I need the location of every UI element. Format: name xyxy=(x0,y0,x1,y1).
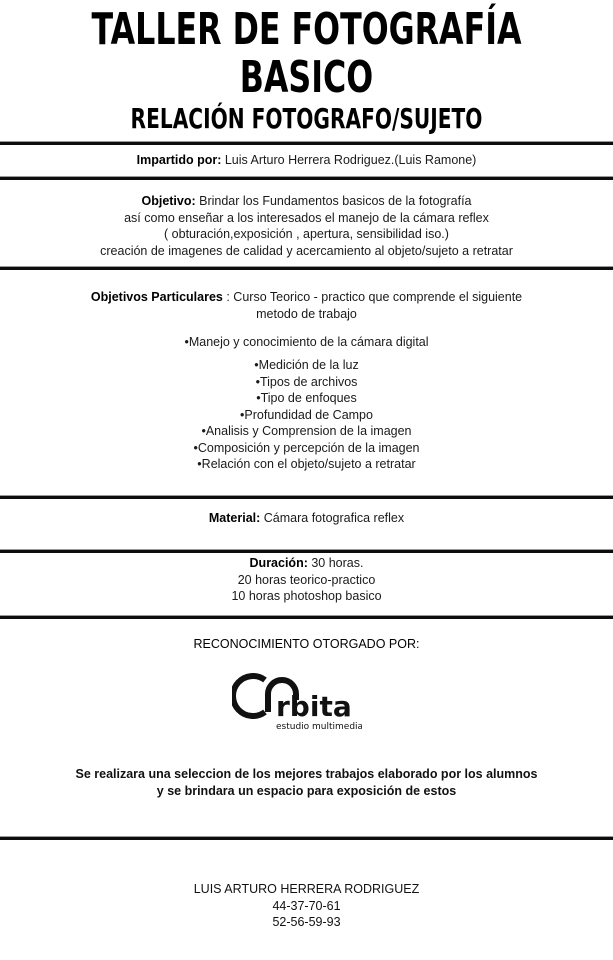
logo-tagline: estudio multimedia xyxy=(276,722,362,732)
duration-section xyxy=(0,555,613,605)
particular-line-1: : Curso Teorico - practico que comprende el siguiente xyxy=(222,290,523,304)
logo-wordmark: rbita xyxy=(276,690,352,723)
material-line xyxy=(0,510,613,527)
divider xyxy=(0,176,613,180)
instructor-line xyxy=(0,152,613,169)
material-label: Material: xyxy=(208,511,261,525)
divider xyxy=(0,549,613,553)
instructor-value: Luis Arturo Herrera Rodriguez.(Luis Ramone) xyxy=(221,153,477,167)
objective-line-3: ( obturación,exposición , apertura, sensibilidad iso.) xyxy=(164,227,449,241)
contact-section xyxy=(0,881,613,931)
title-line-1: TALLER DE FOTOGRAFÍA xyxy=(91,4,522,55)
title-line-2: BASICO xyxy=(239,52,374,103)
list-item: •Tipos de archivos xyxy=(255,374,358,389)
duration-line-3: 10 horas photoshop basico xyxy=(231,589,382,603)
objective-section xyxy=(0,193,613,259)
subtitle: RELACIÓN FOTOGRAFO/SUJETO xyxy=(130,102,483,135)
material-value: Cámara fotografica reflex xyxy=(260,511,405,525)
orbita-logo-mark xyxy=(232,672,362,734)
objective-line-1: Brindar los Fundamentos basicos de la fotografía xyxy=(195,194,472,208)
contact-phone-1: 44-37-70-61 xyxy=(272,898,341,913)
particular-line-2: metodo de trabajo xyxy=(256,306,357,321)
orbita-logo xyxy=(232,672,362,734)
instructor-label: Impartido por: xyxy=(136,153,222,167)
divider xyxy=(0,495,613,499)
topics-list xyxy=(0,334,613,351)
list-item: •Manejo y conocimiento de la cámara digital xyxy=(184,335,429,349)
list-item: •Relación con el objeto/sujeto a retratar xyxy=(197,457,416,471)
list-item: •Analisis y Comprension de la imagen xyxy=(201,424,412,438)
particular-section xyxy=(0,289,613,322)
list-item: •Tipo de enfoques xyxy=(256,391,357,405)
selection-line-1: Se realizara una seleccion de los mejores trabajos elaborado por los alumnos xyxy=(75,767,538,781)
objective-line-4: creación de imagenes de calidad y acercamiento al objeto/sujeto a retratar xyxy=(100,243,513,258)
selection-section xyxy=(0,766,613,799)
duration-value: 30 horas. xyxy=(307,556,364,570)
topics-list-cont xyxy=(0,357,613,473)
contact-name: LUIS ARTURO HERRERA RODRIGUEZ xyxy=(193,882,420,896)
duration-label: Duración: xyxy=(249,556,308,570)
divider xyxy=(0,836,613,840)
divider xyxy=(0,141,613,145)
recognition-heading: RECONOCIMIENTO OTORGADO POR: xyxy=(193,637,420,651)
objective-line-2: así como enseñar a los interesados el manejo de la cámara reflex xyxy=(124,210,489,225)
particular-label: Objetivos Particulares xyxy=(90,290,223,304)
list-item: •Medición de la luz xyxy=(254,358,359,372)
list-item: •Profundidad de Campo xyxy=(240,407,373,422)
list-item: •Composición y percepción de la imagen xyxy=(193,440,420,455)
divider xyxy=(0,615,613,619)
divider xyxy=(0,266,613,270)
selection-line-2: y se brindara un espacio para exposición de estos xyxy=(156,783,457,798)
objective-label: Objetivo: xyxy=(141,194,196,208)
duration-line-2: 20 horas teorico-practico xyxy=(237,572,376,587)
contact-phone-2: 52-56-59-93 xyxy=(272,915,341,929)
